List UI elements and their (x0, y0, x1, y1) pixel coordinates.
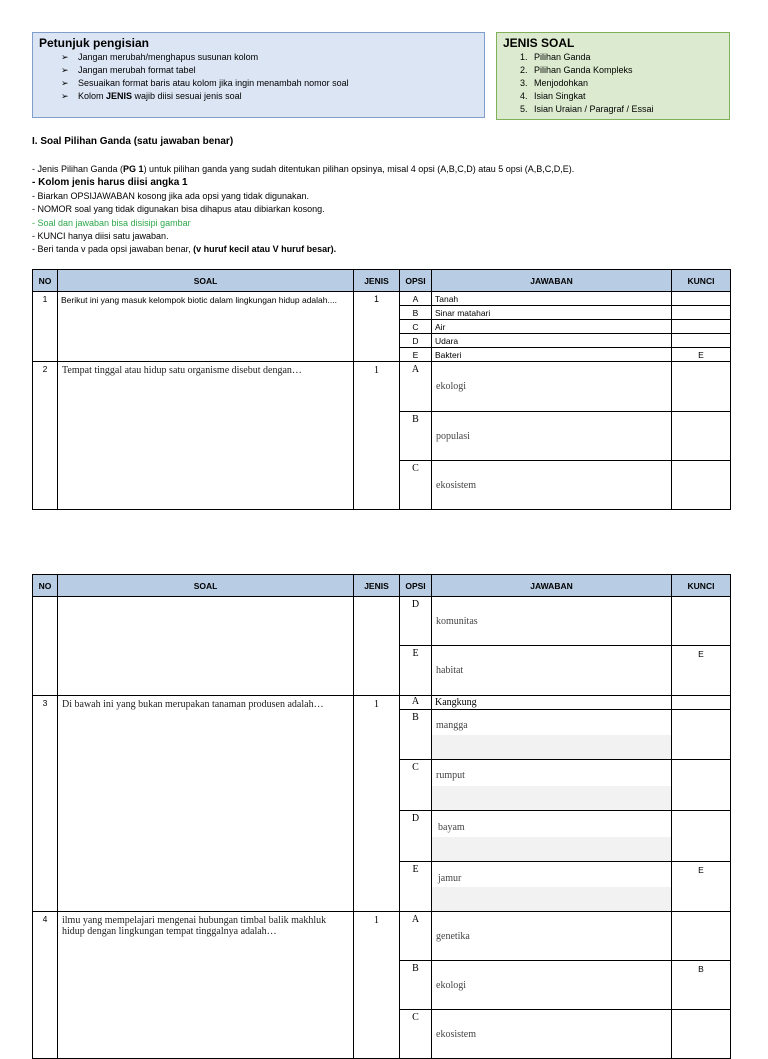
option-letter: A (400, 696, 432, 710)
question-number: 1 (33, 292, 58, 362)
answer-shade (432, 837, 671, 861)
header-kunci: KUNCI (672, 575, 731, 597)
jenis-soal-list (503, 51, 723, 116)
question-type[interactable]: 1 (354, 912, 400, 1059)
header-no: NO (33, 575, 58, 597)
option-letter: B (400, 961, 432, 1010)
question-type[interactable]: 1 (354, 292, 400, 362)
question-type[interactable] (354, 597, 400, 696)
petunjuk-item: ➢ Jangan merubah/menghapus susunan kolom (61, 52, 259, 62)
key-cell[interactable] (672, 760, 731, 811)
answer-cell[interactable]: mangga (432, 710, 672, 760)
answer-cell[interactable]: genetika (432, 912, 672, 961)
petunjuk-box (32, 32, 485, 118)
option-letter: C (400, 760, 432, 811)
option-letter: C (400, 320, 432, 334)
jenis-soal-item: 1. Pilihan Ganda (520, 52, 591, 62)
answer-cell[interactable]: Bakteri (432, 348, 672, 362)
option-letter: A (400, 292, 432, 306)
key-cell[interactable] (672, 696, 731, 710)
key-cell[interactable] (672, 912, 731, 961)
answer-cell[interactable]: Air (432, 320, 672, 334)
key-cell[interactable]: E (672, 348, 731, 362)
instructions (32, 163, 732, 257)
header-opsi: OPSI (400, 575, 432, 597)
answer-shade (432, 786, 671, 810)
header-no: NO (33, 270, 58, 292)
option-letter: B (400, 412, 432, 461)
header-kunci: KUNCI (672, 270, 731, 292)
header-soal: SOAL (58, 575, 354, 597)
instruction-line: - NOMOR soal yang tidak digunakan bisa dihapus atau dibiarkan kosong. (32, 204, 325, 215)
petunjuk-list (39, 51, 478, 103)
option-letter: A (400, 912, 432, 961)
instruction-line: - Kolom jenis harus diisi angka 1 (32, 177, 188, 189)
key-cell[interactable] (672, 811, 731, 862)
option-letter: C (400, 1010, 432, 1059)
answer-cell[interactable]: habitat (432, 646, 672, 696)
question-text[interactable]: Di bawah ini yang bukan merupakan tanaman produsen adalah… (58, 696, 354, 912)
answer-cell[interactable]: ekosistem (432, 1010, 672, 1059)
arrow-bullet-icon: ➢ (61, 91, 69, 101)
key-cell[interactable] (672, 320, 731, 334)
answer-cell[interactable]: Kangkung (432, 696, 672, 710)
header-opsi: OPSI (400, 270, 432, 292)
jenis-soal-item: 4. Isian Singkat (520, 91, 586, 101)
header-jenis: JENIS (354, 270, 400, 292)
key-cell[interactable] (672, 362, 731, 412)
key-cell[interactable] (672, 710, 731, 760)
question-text[interactable]: ilmu yang mempelajari mengenai hubungan timbal balik makhluk hidup dengan lingkungan tempat tinggalnya adalah… (58, 912, 354, 1059)
question-number: 2 (33, 362, 58, 510)
table-row (33, 912, 731, 961)
instruction-line: - KUNCI hanya diisi satu jawaban. (32, 231, 169, 242)
option-letter: E (400, 862, 432, 912)
jenis-soal-item: 3. Menjodohkan (520, 78, 589, 88)
key-cell[interactable]: E (672, 646, 731, 696)
answer-cell[interactable]: ekosistem (432, 461, 672, 510)
jenis-soal-item: 2. Pilihan Ganda Kompleks (520, 65, 633, 75)
petunjuk-item: ➢ Kolom JENIS wajib diisi sesuai jenis soal (61, 91, 242, 101)
key-cell[interactable] (672, 1010, 731, 1059)
answer-cell[interactable]: Tanah (432, 292, 672, 306)
table-row (33, 696, 731, 710)
table-row (33, 597, 731, 646)
key-cell[interactable] (672, 597, 731, 646)
question-type[interactable]: 1 (354, 696, 400, 912)
key-cell[interactable] (672, 306, 731, 320)
question-text[interactable] (58, 597, 354, 696)
answer-cell[interactable]: rumput (432, 760, 672, 811)
option-letter: D (400, 597, 432, 646)
question-number: 3 (33, 696, 58, 912)
answer-cell[interactable]: ekologi (432, 362, 672, 412)
key-cell[interactable]: E (672, 862, 731, 912)
answer-cell[interactable]: Sinar matahari (432, 306, 672, 320)
answer-cell[interactable]: jamur (432, 862, 672, 912)
jenis-soal-title: JENIS SOAL (503, 36, 575, 50)
key-cell[interactable] (672, 461, 731, 510)
question-type[interactable]: 1 (354, 362, 400, 510)
option-letter: D (400, 334, 432, 348)
table-row (33, 362, 731, 412)
option-letter: C (400, 461, 432, 510)
arrow-bullet-icon: ➢ (61, 78, 69, 88)
instruction-line: - Jenis Pilihan Ganda (PG 1) untuk pilihan ganda yang sudah ditentukan pilihan opsinya, misal 4 opsi (A,B,C,D) atau 5 opsi (A,B,C,D,E). (32, 164, 575, 174)
jenis-soal-item: 5. Isian Uraian / Paragraf / Essai (520, 104, 654, 114)
petunjuk-title: Petunjuk pengisian (39, 36, 150, 50)
header-jawaban: JAWABAN (432, 270, 672, 292)
table-header-row (33, 270, 731, 292)
instruction-line: - Biarkan OPSIJAWABAN kosong jika ada opsi yang tidak digunakan. (32, 190, 309, 201)
option-letter: E (400, 348, 432, 362)
answer-cell[interactable]: bayam (432, 811, 672, 862)
question-text[interactable]: Berikut ini yang masuk kelompok biotic dalam lingkungan hidup adalah.... (58, 292, 354, 362)
table-header-row (33, 575, 731, 597)
arrow-bullet-icon: ➢ (61, 52, 69, 62)
key-cell[interactable] (672, 334, 731, 348)
question-table (32, 269, 731, 510)
header-jenis: JENIS (354, 575, 400, 597)
question-number: 4 (33, 912, 58, 1059)
answer-cell[interactable]: Udara (432, 334, 672, 348)
option-letter: B (400, 710, 432, 760)
instruction-line: - Beri tanda v pada opsi jawaban benar, (v huruf kecil atau V huruf besar). (32, 244, 337, 255)
answer-shade (432, 887, 671, 911)
option-letter: B (400, 306, 432, 320)
instruction-line: - Soal dan jawaban bisa disisipi gambar (32, 217, 191, 228)
answer-cell[interactable]: ekologi (432, 961, 672, 1010)
petunjuk-item: ➢ Sesuaikan format baris atau kolom jika ingin menambah nomor soal (61, 78, 349, 88)
jenis-soal-box (496, 32, 730, 120)
arrow-bullet-icon: ➢ (61, 65, 69, 75)
answer-shade (432, 735, 671, 759)
option-letter: E (400, 646, 432, 696)
header-soal: SOAL (58, 270, 354, 292)
question-table (32, 574, 731, 1059)
answer-cell[interactable]: komunitas (432, 597, 672, 646)
option-letter: D (400, 811, 432, 862)
question-text[interactable]: Tempat tinggal atau hidup satu organisme disebut dengan… (58, 362, 354, 510)
section-title: I. Soal Pilihan Ganda (satu jawaban benar) (32, 136, 234, 147)
key-cell[interactable] (672, 292, 731, 306)
key-cell[interactable]: B (672, 961, 731, 1010)
option-letter: A (400, 362, 432, 412)
answer-cell[interactable]: populasi (432, 412, 672, 461)
key-cell[interactable] (672, 412, 731, 461)
header-jawaban: JAWABAN (432, 575, 672, 597)
petunjuk-item: ➢ Jangan merubah format tabel (61, 65, 196, 75)
question-number (33, 597, 58, 696)
table-row (33, 292, 731, 306)
